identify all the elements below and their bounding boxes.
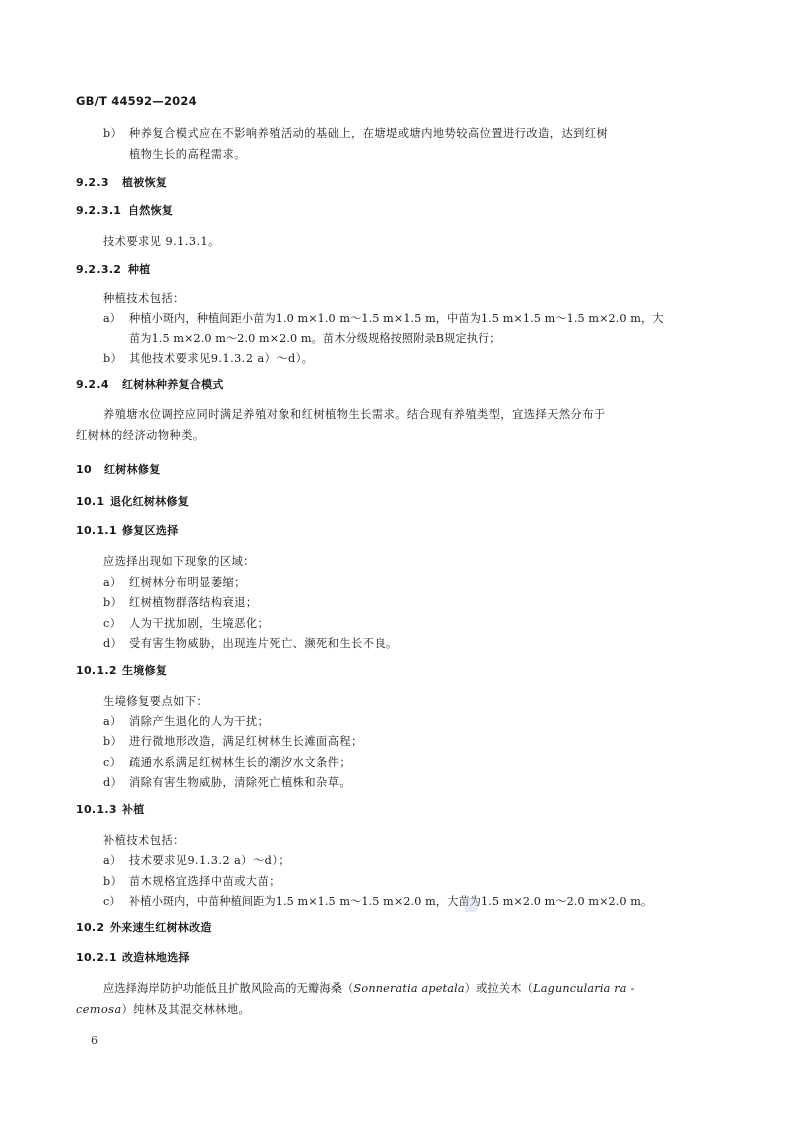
list-marker: c） <box>103 895 121 908</box>
list-marker: d） <box>103 637 123 650</box>
list-item <box>103 894 652 910</box>
list-marker: b） <box>103 735 123 748</box>
list-item-text: 其他技术要求见9.1.3.2 a）～d）。 <box>129 352 314 365</box>
list-item <box>103 616 269 632</box>
paragraph: 种植技术包括： <box>103 292 185 305</box>
list-item-text: 受有害生物威胁，出现连片死亡、濒死和生长不良。 <box>129 637 398 650</box>
list-item-text: 进行微地形改造，满足红树林生长滩面高程； <box>129 735 363 748</box>
section-title: 种植 <box>128 263 151 276</box>
paragraph: 养殖塘水位调控应同时满足养殖对象和红树植物生长需求。结合现有养殖类型，宜选择天然分布于 <box>103 408 606 421</box>
section-heading <box>76 262 151 278</box>
list-item <box>103 755 351 771</box>
section-heading <box>76 203 173 219</box>
list-marker: c） <box>103 756 122 769</box>
section-heading <box>76 523 179 539</box>
section-number: 10.1.1 <box>76 524 117 537</box>
section-number: 10.1 <box>76 495 105 508</box>
section-number: 9.2.3.2 <box>76 263 122 276</box>
list-item <box>103 714 269 730</box>
list-marker: a） <box>103 854 122 867</box>
page-number: 6 <box>91 1034 99 1047</box>
list-item-text: 技术要求见9.1.3.2 a）～d）； <box>129 854 291 867</box>
section-title: 红树林修复 <box>104 463 161 476</box>
section-title: 改造林地选择 <box>122 951 190 964</box>
section-number: 9.2.3 <box>76 176 109 189</box>
list-marker: b） <box>103 875 123 888</box>
section-title: 植被恢复 <box>122 176 168 189</box>
hyphen: - <box>630 982 635 995</box>
paragraph-text: ）纯林及其混交林林地。 <box>121 1003 251 1016</box>
section-heading <box>76 663 167 679</box>
list-marker: b） <box>103 127 123 140</box>
section-heading <box>76 377 224 393</box>
list-item <box>103 874 281 890</box>
section-title: 补植 <box>122 803 145 816</box>
list-item-continuation: 苗为1.5 m×2.0 m～2.0 m×2.0 m。苗木分级规格按照附录B规定执行； <box>129 332 501 345</box>
section-number: 10.1.2 <box>76 664 117 677</box>
section-number: 10.2.1 <box>76 951 117 964</box>
paragraph: 补植技术包括： <box>103 834 185 847</box>
list-item-continuation: 植物生长的高程需求。 <box>129 148 246 161</box>
section-number: 10.1.3 <box>76 803 117 816</box>
section-heading <box>76 950 190 966</box>
list-item <box>103 775 351 791</box>
section-heading <box>76 920 212 936</box>
paragraph-continuation <box>76 1002 250 1018</box>
list-marker: d） <box>103 776 123 789</box>
list-item <box>103 126 608 142</box>
section-title: 自然恢复 <box>128 204 174 217</box>
section-title: 外来速生红树林改造 <box>110 921 212 934</box>
list-item-text: 种养复合模式应在不影响养殖活动的基础上，在塘堤或塘内地势较高位置进行改造，达到红树 <box>129 127 609 140</box>
list-item-text: 红树植物群落结构衰退； <box>129 596 258 609</box>
list-item-text: 消除有害生物威胁，清除死亡植株和杂草。 <box>129 776 352 789</box>
species-name: Sonneratia apetala <box>353 982 465 995</box>
paragraph: 技术要求见 9.1.3.1。 <box>103 235 220 248</box>
section-title: 退化红树林修复 <box>110 495 190 508</box>
list-marker: b） <box>103 596 123 609</box>
section-title: 生境修复 <box>122 664 168 677</box>
section-heading <box>76 802 145 818</box>
list-marker: c） <box>103 617 122 630</box>
list-item-text: 疏通水系满足红树林生长的潮汐水文条件； <box>129 756 352 769</box>
section-title: 修复区选择 <box>122 524 179 537</box>
paragraph: 应选择出现如下现象的区域： <box>103 555 255 568</box>
section-number: 10 <box>76 463 92 476</box>
section-number: 9.2.4 <box>76 378 109 391</box>
paragraph <box>103 981 635 997</box>
species-name: cemosa <box>76 1003 122 1016</box>
list-item-text: 红树林分布明显萎缩； <box>129 576 246 589</box>
section-heading <box>76 494 189 510</box>
list-item <box>103 351 314 367</box>
list-item <box>103 311 664 327</box>
list-item-text: 消除产生退化的人为干扰； <box>129 715 270 728</box>
paragraph: 生境修复要点如下： <box>103 695 209 708</box>
section-title: 红树林种养复合模式 <box>122 378 224 391</box>
list-item <box>103 575 246 591</box>
species-name: Laguncularia ra <box>533 982 627 995</box>
section-heading <box>76 175 167 191</box>
list-item <box>103 595 258 611</box>
watermark-icon <box>462 895 482 915</box>
chapter-heading <box>76 462 161 478</box>
paragraph-text: 应选择海岸防护功能低且扩散风险高的无瓣海桑（ <box>103 982 354 995</box>
paragraph-continuation: 红树林的经济动物种类。 <box>76 429 205 442</box>
list-item <box>103 853 290 869</box>
list-item-text: 种植小斑内，种植间距小苗为1.0 m×1.0 m～1.5 m×1.5 m，中苗为1.5 m×1.5 m～1.5 m×2.0 m，大 <box>129 312 664 325</box>
section-number: 10.2 <box>76 921 105 934</box>
list-item-text: 补植小斑内，中苗种植间距为1.5 m×1.5 m～1.5 m×2.0 m，大苗为1.5 m×2.0 m～2.0 m×2.0 m。 <box>129 895 653 908</box>
list-marker: a） <box>103 715 122 728</box>
section-number: 9.2.3.1 <box>76 204 122 217</box>
list-marker: b） <box>103 352 123 365</box>
standard-code-header: GB/T 44592—2024 <box>76 94 197 108</box>
list-marker: a） <box>103 312 122 325</box>
paragraph-text: ）或拉关木（ <box>464 982 534 995</box>
list-item-text: 苗木规格宜选择中苗或大苗； <box>129 875 281 888</box>
list-item <box>103 636 398 652</box>
list-marker: a） <box>103 576 122 589</box>
list-item-text: 人为干扰加剧，生境恶化； <box>129 617 270 630</box>
list-item <box>103 734 363 750</box>
